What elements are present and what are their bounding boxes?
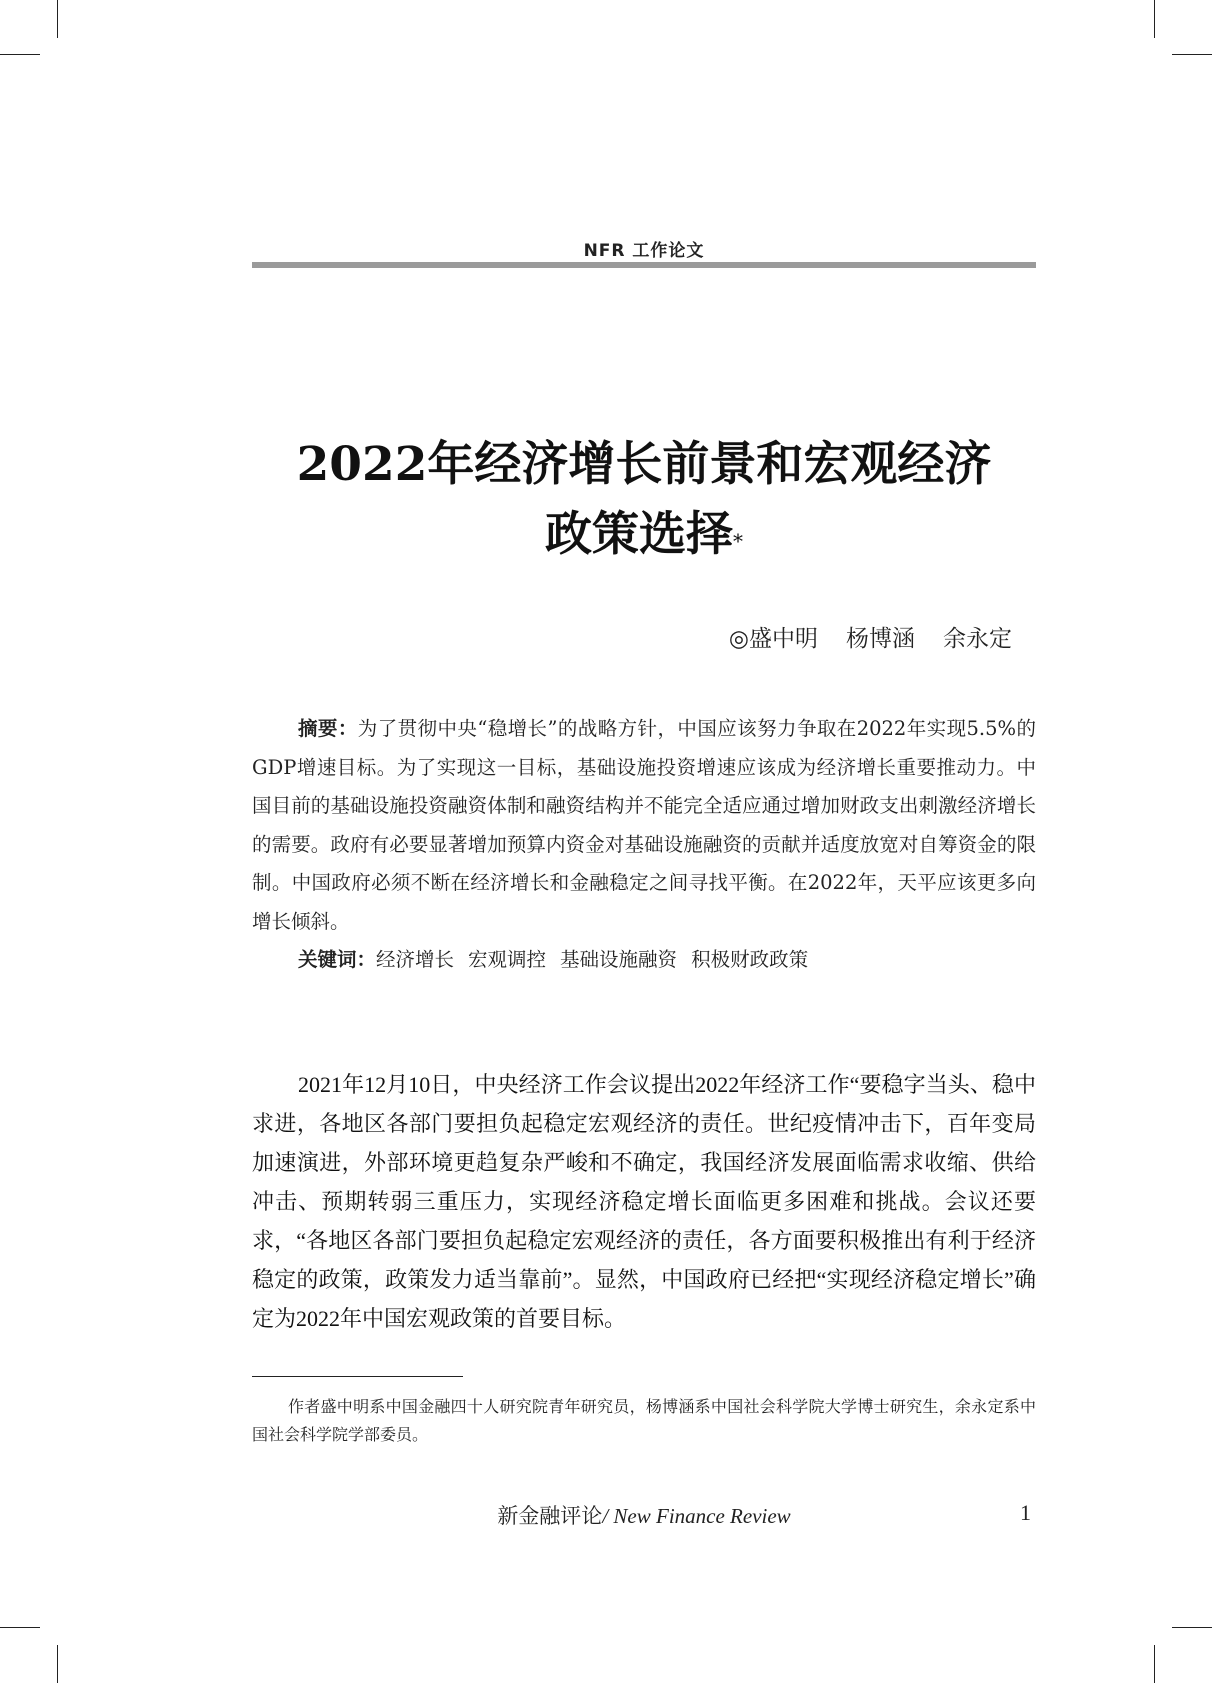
footnote: [252, 1394, 1036, 1450]
keyword: 宏观调控: [468, 948, 547, 971]
footnote-text: 作者盛中明系中国金融四十人研究院青年研究员，杨博涵系中国社会科学院大学博士研究生，余永定系中国社会科学院学部委员。: [252, 1399, 1036, 1444]
page-number: 1: [1020, 1500, 1031, 1525]
abstract-paragraph: [252, 710, 1036, 941]
section-rule: [252, 262, 1036, 268]
crop-mark: [0, 1627, 40, 1628]
crop-mark: [1154, 1645, 1155, 1683]
title-line-1: 2022年经济增长前景和宏观经济: [296, 437, 992, 492]
journal-footer: [252, 1500, 1036, 1530]
paper-title: [252, 430, 1036, 570]
body-paragraph: 2021年12月10日，中央经济工作会议提出2022年经济工作“要稳字当头、稳中求进，各地区各部门要担负起稳定宏观经济的责任。世纪疫情冲击下，百年变局加速演进，外部环境更趋复杂严峻和不确定，我国经济发展面临需求收缩、供给冲击、预期转弱三重压力，实现经济稳定增长面临更多困难和挑战。会议还要求，“各地区各部门要担负起稳定宏观经济的责任，各方面要积极推出有利于经济稳定的政策，政策发力适当靠前”。显然，中国政府已经把“实现经济稳定增长”确定为2022年中国宏观政策的首要目标。: [252, 1072, 1036, 1331]
crop-mark: [1154, 0, 1155, 38]
crop-mark: [57, 0, 58, 38]
journal-name-en: New Finance Review: [613, 1504, 791, 1528]
journal-name-cn: 新金融评论: [497, 1504, 603, 1528]
journal-separator: /: [602, 1504, 609, 1528]
title-note-mark: *: [733, 529, 743, 553]
title-line-2: 政策选择: [545, 507, 733, 562]
keywords: [252, 941, 1036, 980]
author-prefix: ◎: [728, 626, 749, 652]
author-2: 杨博涵: [846, 626, 915, 652]
author-1: ◎盛中明: [728, 626, 818, 652]
keyword: 积极财政政策: [691, 948, 809, 971]
abstract: [252, 710, 1036, 980]
keyword: 经济增长: [376, 948, 455, 971]
body-text: [252, 1065, 1036, 1338]
keyword: 基础设施融资: [560, 948, 678, 971]
section-label: NFR 工作论文: [583, 241, 705, 261]
crop-mark: [57, 1645, 58, 1683]
crop-mark: [1172, 1627, 1212, 1628]
crop-mark: [0, 54, 40, 55]
author-list: [729, 620, 1012, 653]
abstract-text: 为了贯彻中央“稳增长”的战略方针，中国应该努力争取在2022年实现5.5%的GDP增速目标。为了实现这一目标，基础设施投资增速应该成为经济增长重要推动力。中国目前的基础设施投资融资体制和融资结构并不能完全适应通过增加财政支出刺激经济增长的需要。政府有必要显著增加预算内资金对基础设施融资的贡献并适度放宽对自筹资金的限制。中国政府必须不断在经济增长和金融稳定之间寻找平衡。在2022年，天平应该更多向增长倾斜。: [252, 717, 1036, 933]
crop-mark: [1172, 54, 1212, 55]
author-3: 余永定: [943, 626, 1012, 652]
abstract-label: 摘要：: [298, 717, 358, 740]
footnote-rule: [252, 1376, 463, 1377]
keywords-label: 关键词：: [298, 948, 377, 971]
